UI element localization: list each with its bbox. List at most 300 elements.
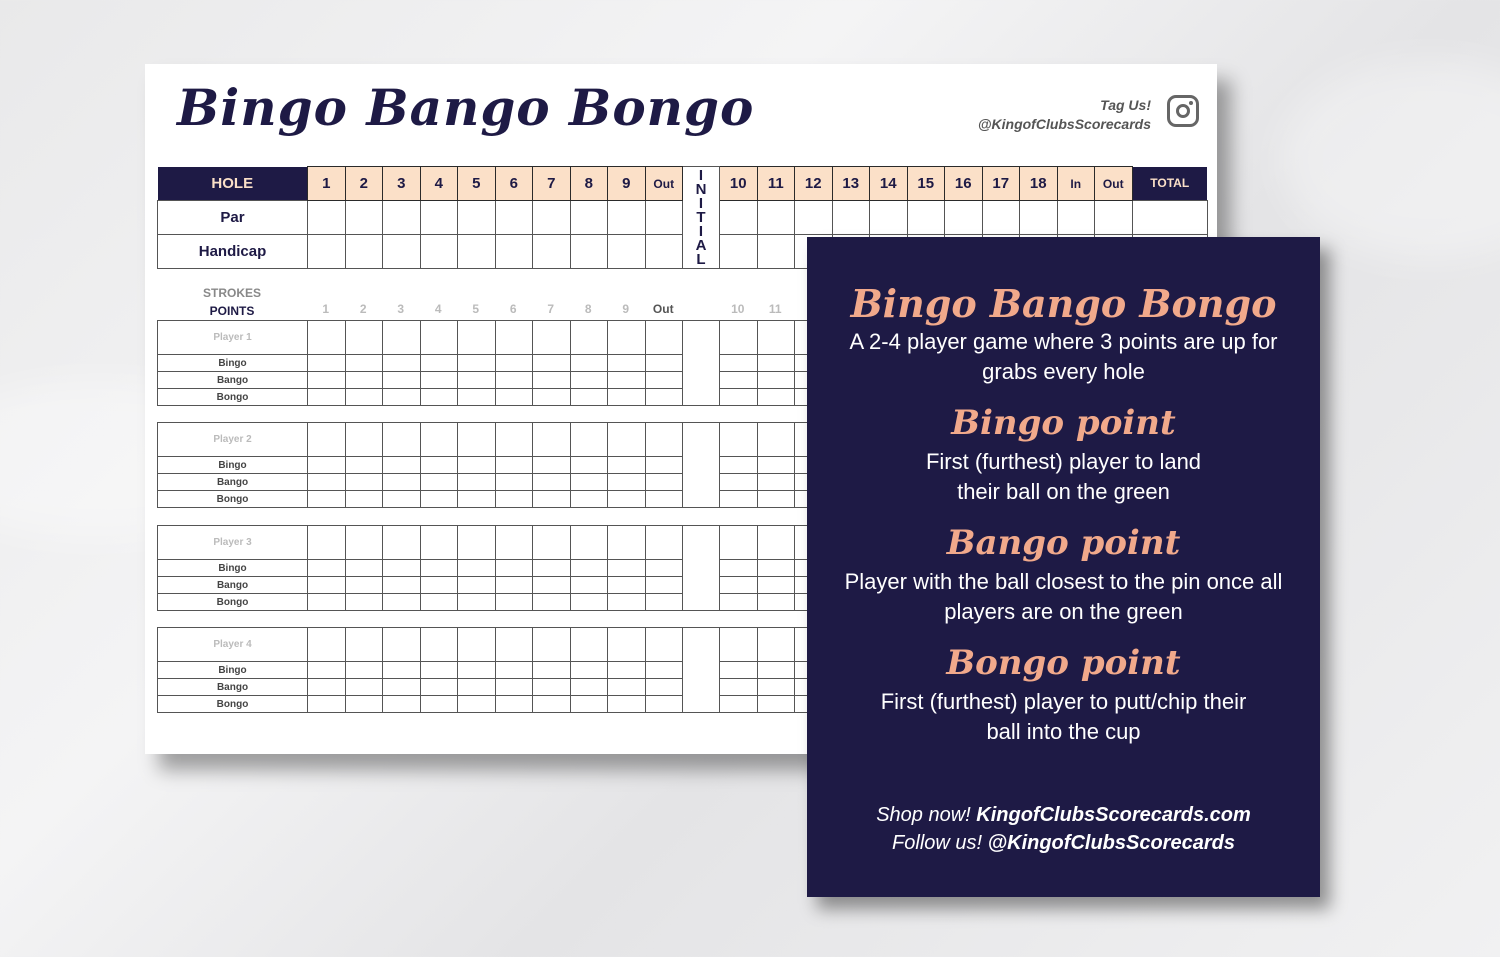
stroke-cell[interactable]: [308, 628, 346, 662]
point-cell[interactable]: [345, 594, 383, 611]
player-name[interactable]: Player 4: [158, 628, 308, 662]
player-name[interactable]: Player 2: [158, 423, 308, 457]
point-cell[interactable]: [720, 662, 758, 679]
point-cell[interactable]: [345, 372, 383, 389]
par-cell[interactable]: [533, 201, 571, 235]
stroke-cell[interactable]: [495, 526, 533, 560]
handicap-cell[interactable]: [495, 235, 533, 269]
point-type-label: Bongo: [158, 594, 308, 611]
stroke-cell[interactable]: [757, 423, 795, 457]
point-cell[interactable]: [608, 662, 646, 679]
points-hole-number: 6: [509, 302, 517, 316]
point-cell[interactable]: [720, 457, 758, 474]
point-cell[interactable]: [757, 594, 795, 611]
strokes-label: STROKES: [202, 286, 261, 300]
point-cell[interactable]: [645, 389, 683, 406]
player-name[interactable]: Player 3: [158, 526, 308, 560]
par-cell[interactable]: [645, 201, 683, 235]
strokes-points-labels: [157, 284, 307, 320]
stroke-cell[interactable]: [570, 423, 608, 457]
point-cell[interactable]: [608, 372, 646, 389]
bongo-point-title: Bongo point: [946, 643, 1181, 683]
point-cell[interactable]: [458, 679, 496, 696]
point-cell[interactable]: [308, 457, 346, 474]
point-cell[interactable]: [420, 457, 458, 474]
point-type-label: Bango: [158, 372, 308, 389]
point-cell[interactable]: [383, 696, 421, 713]
handicap-cell[interactable]: [645, 235, 683, 269]
point-cell[interactable]: [533, 696, 571, 713]
point-type-label: Bingo: [158, 457, 308, 474]
points-hole-number: 8: [584, 302, 592, 316]
stroke-cell[interactable]: [645, 628, 683, 662]
point-cell[interactable]: [645, 560, 683, 577]
hole-number: 10: [720, 167, 758, 201]
point-type-label: Bingo: [158, 662, 308, 679]
point-cell[interactable]: [308, 577, 346, 594]
point-cell[interactable]: [495, 372, 533, 389]
points-hole-number: 3: [397, 302, 405, 316]
par-cell[interactable]: [1020, 201, 1058, 235]
par-cell[interactable]: [608, 201, 646, 235]
point-type-label: Bango: [158, 577, 308, 594]
point-cell[interactable]: [308, 389, 346, 406]
point-cell[interactable]: [458, 577, 496, 594]
player-name[interactable]: Player 1: [158, 321, 308, 355]
stroke-cell[interactable]: [608, 526, 646, 560]
bango-point-title: Bango point: [946, 523, 1181, 563]
rules-card: [807, 237, 1320, 897]
point-cell[interactable]: [645, 696, 683, 713]
point-cell[interactable]: [720, 577, 758, 594]
point-cell[interactable]: [420, 577, 458, 594]
initial-column: I N I T I A L: [683, 167, 720, 269]
point-cell[interactable]: [383, 577, 421, 594]
hole-number: 12: [795, 167, 833, 201]
stroke-cell[interactable]: [458, 423, 496, 457]
point-cell[interactable]: [345, 696, 383, 713]
par-cell[interactable]: [945, 201, 983, 235]
stroke-cell[interactable]: [345, 526, 383, 560]
point-cell[interactable]: [495, 491, 533, 508]
hole-number: 16: [945, 167, 983, 201]
stroke-cell[interactable]: [495, 628, 533, 662]
par-cell[interactable]: [308, 201, 346, 235]
stroke-cell[interactable]: [608, 423, 646, 457]
point-cell[interactable]: [720, 594, 758, 611]
stroke-cell[interactable]: [345, 423, 383, 457]
instagram-handle: @KingofClubsScorecards: [977, 116, 1151, 132]
point-cell[interactable]: [495, 577, 533, 594]
par-cell[interactable]: [907, 201, 945, 235]
hole-label: HOLE: [158, 167, 308, 201]
points-hole-number: 2: [359, 302, 367, 316]
point-cell[interactable]: [757, 474, 795, 491]
point-cell[interactable]: [345, 577, 383, 594]
point-cell[interactable]: [757, 696, 795, 713]
point-cell[interactable]: [757, 662, 795, 679]
point-cell[interactable]: [720, 474, 758, 491]
point-cell[interactable]: [458, 696, 496, 713]
point-cell[interactable]: [383, 491, 421, 508]
point-cell[interactable]: [570, 577, 608, 594]
point-cell[interactable]: [645, 577, 683, 594]
par-cell[interactable]: [383, 201, 421, 235]
stroke-cell[interactable]: [757, 321, 795, 355]
stroke-cell[interactable]: [720, 628, 758, 662]
hole-number: 11: [757, 167, 795, 201]
stroke-cell[interactable]: [420, 628, 458, 662]
stroke-cell[interactable]: [458, 628, 496, 662]
par-cell[interactable]: [870, 201, 908, 235]
stroke-cell[interactable]: [720, 321, 758, 355]
point-cell[interactable]: [345, 679, 383, 696]
point-cell[interactable]: [757, 457, 795, 474]
hole-number: 8: [570, 167, 608, 201]
point-cell[interactable]: [383, 389, 421, 406]
handicap-cell[interactable]: [420, 235, 458, 269]
handicap-cell[interactable]: [458, 235, 496, 269]
point-cell[interactable]: [495, 457, 533, 474]
stroke-cell[interactable]: [757, 628, 795, 662]
par-cell[interactable]: [1132, 201, 1207, 235]
stroke-cell[interactable]: [383, 628, 421, 662]
point-cell[interactable]: [345, 560, 383, 577]
stroke-cell[interactable]: [757, 526, 795, 560]
point-cell[interactable]: [757, 491, 795, 508]
point-cell[interactable]: [345, 491, 383, 508]
point-cell[interactable]: [420, 372, 458, 389]
point-cell[interactable]: [757, 679, 795, 696]
point-cell[interactable]: [383, 474, 421, 491]
hole-number: 9: [608, 167, 646, 201]
initial-gap: [683, 526, 720, 611]
stroke-cell[interactable]: [645, 423, 683, 457]
par-cell[interactable]: [345, 201, 383, 235]
point-type-label: Bongo: [158, 491, 308, 508]
point-cell[interactable]: [570, 560, 608, 577]
points-hole-number: 4: [434, 302, 442, 316]
point-cell[interactable]: [308, 696, 346, 713]
point-cell[interactable]: [308, 474, 346, 491]
stroke-cell[interactable]: [308, 423, 346, 457]
point-cell[interactable]: [495, 662, 533, 679]
follow-prefix: Follow us!: [892, 832, 983, 854]
point-cell[interactable]: [495, 474, 533, 491]
point-cell[interactable]: [495, 560, 533, 577]
handicap-cell[interactable]: [533, 235, 571, 269]
point-cell[interactable]: [570, 696, 608, 713]
point-cell[interactable]: [420, 679, 458, 696]
point-cell[interactable]: [533, 577, 571, 594]
point-cell[interactable]: [533, 679, 571, 696]
par-cell[interactable]: [720, 201, 758, 235]
stroke-cell[interactable]: [383, 321, 421, 355]
handicap-cell[interactable]: [345, 235, 383, 269]
handicap-label: Handicap: [158, 235, 308, 269]
stroke-cell[interactable]: [345, 628, 383, 662]
hole-number: 1: [308, 167, 346, 201]
background-texture: [1280, 60, 1500, 260]
stroke-cell[interactable]: [495, 321, 533, 355]
stroke-cell[interactable]: [608, 628, 646, 662]
points-label: POINTS: [209, 304, 255, 318]
point-cell[interactable]: [645, 474, 683, 491]
stroke-cell[interactable]: [420, 526, 458, 560]
point-cell[interactable]: [308, 372, 346, 389]
point-cell[interactable]: [645, 457, 683, 474]
stroke-cell[interactable]: [645, 526, 683, 560]
stroke-cell[interactable]: [720, 526, 758, 560]
point-cell[interactable]: [570, 662, 608, 679]
point-cell[interactable]: [533, 594, 571, 611]
point-cell[interactable]: [720, 372, 758, 389]
point-cell[interactable]: [570, 389, 608, 406]
point-type-label: Bingo: [158, 355, 308, 372]
point-cell[interactable]: [458, 457, 496, 474]
par-cell[interactable]: [832, 201, 870, 235]
hole-number: 5: [458, 167, 496, 201]
point-cell[interactable]: [608, 457, 646, 474]
point-cell[interactable]: [420, 491, 458, 508]
point-type-label: Bongo: [158, 389, 308, 406]
point-cell[interactable]: [757, 577, 795, 594]
point-cell[interactable]: [420, 355, 458, 372]
point-cell[interactable]: [608, 696, 646, 713]
point-cell[interactable]: [570, 355, 608, 372]
par-cell[interactable]: [1095, 201, 1133, 235]
stroke-cell[interactable]: [720, 423, 758, 457]
point-cell[interactable]: [308, 355, 346, 372]
point-cell[interactable]: [308, 662, 346, 679]
point-cell[interactable]: [757, 372, 795, 389]
handicap-cell[interactable]: [570, 235, 608, 269]
bango-point-desc: Player with the ball closest to the pin once all players are on the green: [844, 569, 1283, 624]
point-cell[interactable]: [570, 372, 608, 389]
point-cell[interactable]: [608, 560, 646, 577]
stroke-cell[interactable]: [308, 526, 346, 560]
stroke-cell[interactable]: [608, 321, 646, 355]
initial-gap: [683, 321, 720, 406]
point-cell[interactable]: [645, 679, 683, 696]
point-cell[interactable]: [533, 560, 571, 577]
point-cell[interactable]: [720, 696, 758, 713]
shop-website-link[interactable]: KingofClubsScorecards.com: [976, 804, 1251, 826]
hole-number: 7: [533, 167, 571, 201]
point-cell[interactable]: [570, 491, 608, 508]
stroke-cell[interactable]: [458, 321, 496, 355]
points-hole-number: Out: [652, 302, 674, 316]
point-cell[interactable]: [495, 389, 533, 406]
point-cell[interactable]: [757, 389, 795, 406]
point-cell[interactable]: [533, 474, 571, 491]
point-cell[interactable]: [420, 560, 458, 577]
point-cell[interactable]: [608, 474, 646, 491]
point-cell[interactable]: [458, 491, 496, 508]
point-cell[interactable]: [570, 457, 608, 474]
point-cell[interactable]: [533, 389, 571, 406]
follow-line: [807, 829, 1320, 857]
point-cell[interactable]: [383, 594, 421, 611]
stroke-cell[interactable]: [570, 321, 608, 355]
point-cell[interactable]: [608, 389, 646, 406]
par-label: Par: [158, 201, 308, 235]
points-hole-number: 10: [731, 302, 745, 316]
point-cell[interactable]: [645, 355, 683, 372]
par-cell[interactable]: [757, 201, 795, 235]
point-cell[interactable]: [645, 594, 683, 611]
stroke-cell[interactable]: [420, 321, 458, 355]
hole-number: 18: [1020, 167, 1058, 201]
point-cell[interactable]: [383, 679, 421, 696]
point-cell[interactable]: [458, 474, 496, 491]
point-cell[interactable]: [645, 491, 683, 508]
rules-intro: A 2-4 player game where 3 points are up for grabs every hole: [849, 329, 1278, 384]
point-cell[interactable]: [570, 474, 608, 491]
point-cell[interactable]: [420, 696, 458, 713]
total-label: TOTAL: [1132, 167, 1207, 201]
point-cell[interactable]: [345, 662, 383, 679]
point-cell[interactable]: [420, 662, 458, 679]
point-cell[interactable]: [383, 457, 421, 474]
point-cell[interactable]: [608, 679, 646, 696]
point-cell[interactable]: [720, 389, 758, 406]
point-cell[interactable]: [495, 679, 533, 696]
point-cell[interactable]: [458, 662, 496, 679]
point-cell[interactable]: [608, 594, 646, 611]
point-cell[interactable]: [383, 662, 421, 679]
points-hole-number: 5: [472, 302, 480, 316]
bongo-point-desc: First (furthest) player to putt/chip their ball into the cup: [880, 689, 1247, 744]
par-cell[interactable]: [495, 201, 533, 235]
point-cell[interactable]: [308, 594, 346, 611]
par-cell[interactable]: [570, 201, 608, 235]
stroke-cell[interactable]: [570, 628, 608, 662]
point-cell[interactable]: [345, 389, 383, 406]
bingo-point-desc: First (furthest) player to land their ball on the green: [925, 449, 1202, 504]
point-cell[interactable]: [757, 355, 795, 372]
hole-number: Out: [1095, 167, 1133, 201]
hole-number: 2: [345, 167, 383, 201]
par-cell[interactable]: [795, 201, 833, 235]
stroke-cell[interactable]: [645, 321, 683, 355]
point-cell[interactable]: [720, 679, 758, 696]
point-cell[interactable]: [308, 679, 346, 696]
par-cell[interactable]: [458, 201, 496, 235]
tag-us-text: [978, 96, 1151, 134]
handicap-cell[interactable]: [720, 235, 758, 269]
follow-handle-link[interactable]: @KingofClubsScorecards: [987, 832, 1235, 854]
point-cell[interactable]: [308, 491, 346, 508]
point-cell[interactable]: [458, 560, 496, 577]
point-cell[interactable]: [345, 355, 383, 372]
point-cell[interactable]: [757, 560, 795, 577]
point-cell[interactable]: [420, 474, 458, 491]
stroke-cell[interactable]: [533, 423, 571, 457]
point-cell[interactable]: [458, 372, 496, 389]
hole-number: 4: [420, 167, 458, 201]
handicap-cell[interactable]: [608, 235, 646, 269]
point-cell[interactable]: [533, 662, 571, 679]
point-cell[interactable]: [495, 355, 533, 372]
stroke-cell[interactable]: [570, 526, 608, 560]
point-cell[interactable]: [458, 389, 496, 406]
shop-line: [807, 801, 1320, 829]
point-cell[interactable]: [383, 355, 421, 372]
point-cell[interactable]: [420, 594, 458, 611]
point-cell[interactable]: [645, 372, 683, 389]
stroke-cell[interactable]: [458, 526, 496, 560]
hole-number: 13: [832, 167, 870, 201]
tag-us-label: Tag Us!: [1100, 97, 1151, 113]
point-cell[interactable]: [570, 679, 608, 696]
hole-number: In: [1057, 167, 1095, 201]
bingo-point-title: Bingo point: [951, 403, 1176, 443]
point-cell[interactable]: [458, 355, 496, 372]
point-cell[interactable]: [383, 372, 421, 389]
par-cell[interactable]: [982, 201, 1020, 235]
point-cell[interactable]: [495, 696, 533, 713]
point-type-label: Bango: [158, 679, 308, 696]
stroke-cell[interactable]: [533, 526, 571, 560]
points-hole-number: 1: [322, 302, 330, 316]
stroke-cell[interactable]: [495, 423, 533, 457]
stroke-cell[interactable]: [345, 321, 383, 355]
point-cell[interactable]: [720, 560, 758, 577]
rules-card-title: Bingo Bango Bongo: [850, 281, 1277, 326]
handicap-cell[interactable]: [308, 235, 346, 269]
stroke-cell[interactable]: [383, 423, 421, 457]
point-cell[interactable]: [420, 389, 458, 406]
hole-number: Out: [645, 167, 683, 201]
point-cell[interactable]: [645, 662, 683, 679]
handicap-cell[interactable]: [757, 235, 795, 269]
hole-number: 15: [907, 167, 945, 201]
points-hole-number: 9: [622, 302, 630, 316]
initial-gap: [683, 423, 720, 508]
point-cell[interactable]: [533, 457, 571, 474]
point-cell[interactable]: [308, 560, 346, 577]
point-cell[interactable]: [383, 560, 421, 577]
par-cell[interactable]: [1057, 201, 1095, 235]
point-cell[interactable]: [345, 474, 383, 491]
stroke-cell[interactable]: [533, 321, 571, 355]
point-cell[interactable]: [608, 577, 646, 594]
point-cell[interactable]: [533, 491, 571, 508]
point-cell[interactable]: [720, 491, 758, 508]
handicap-cell[interactable]: [383, 235, 421, 269]
point-cell[interactable]: [533, 372, 571, 389]
point-cell[interactable]: [533, 355, 571, 372]
shop-prefix: Shop now!: [876, 804, 971, 826]
point-cell[interactable]: [458, 594, 496, 611]
point-cell[interactable]: [608, 491, 646, 508]
hole-number: 3: [383, 167, 421, 201]
point-cell[interactable]: [720, 355, 758, 372]
stroke-cell[interactable]: [308, 321, 346, 355]
par-cell[interactable]: [420, 201, 458, 235]
point-cell[interactable]: [345, 457, 383, 474]
point-cell[interactable]: [495, 594, 533, 611]
point-type-label: Bongo: [158, 696, 308, 713]
stroke-cell[interactable]: [533, 628, 571, 662]
stroke-cell[interactable]: [383, 526, 421, 560]
point-cell[interactable]: [608, 355, 646, 372]
stroke-cell[interactable]: [420, 423, 458, 457]
scorecard-title: Bingo Bango Bongo: [177, 78, 755, 137]
hole-number: 6: [495, 167, 533, 201]
point-cell[interactable]: [570, 594, 608, 611]
